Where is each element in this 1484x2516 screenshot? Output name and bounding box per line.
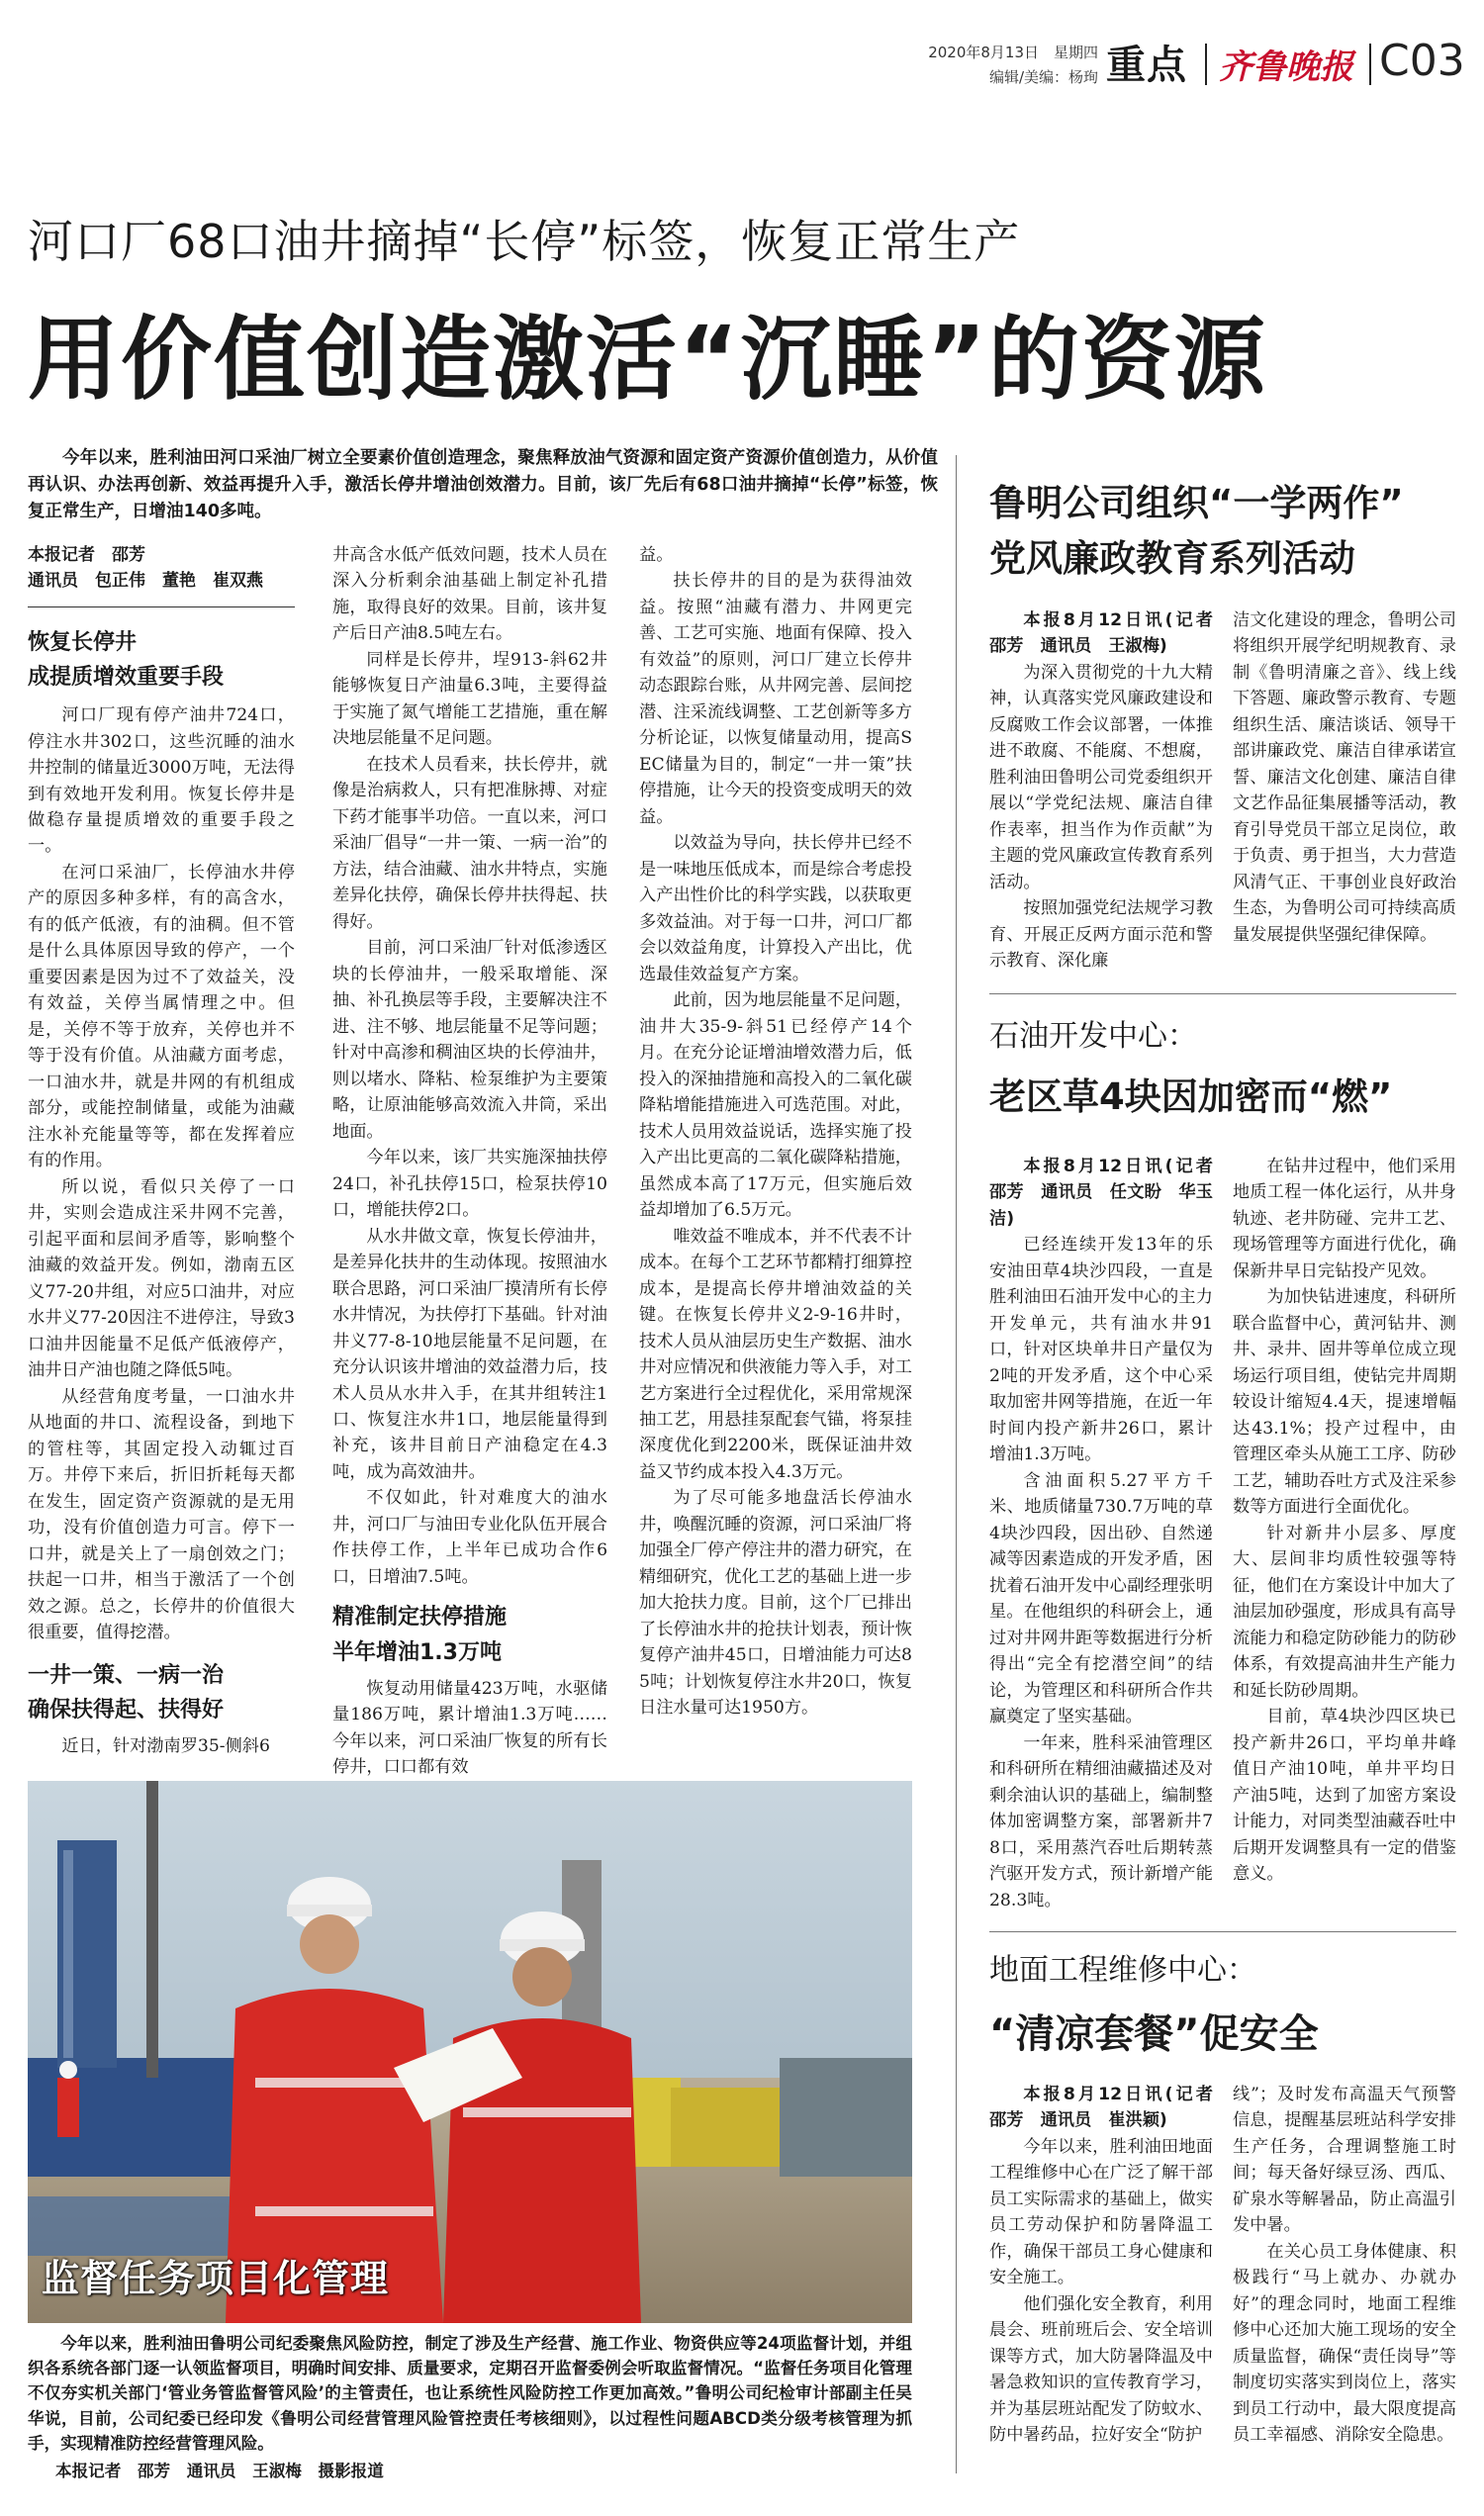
subhead-1b: 成提质增效重要手段 bbox=[28, 664, 225, 690]
subhead-3b: 半年增油1.3万吨 bbox=[332, 1639, 502, 1665]
photo-credit: 本报记者 邵芳 通讯员 王淑梅 摄影报道 bbox=[55, 2462, 384, 2480]
main-headline: 用价值创造激活“沉睡”的资源 bbox=[28, 307, 1267, 413]
paragraph: 为加快钻进速度，科研所联合监督中心，黄河钻井、测井、录井、固井等单位成立现场运行项目组，使钻完井周期较设计缩短4.4天，提速增幅达43.1%；投产过程中，由管理区牵头从施工工序、防砂工艺，辅助吞吐方式及注采参数等方面进行全面优化。 bbox=[1233, 1287, 1456, 1518]
main-column-1 bbox=[28, 542, 295, 1761]
paragraph: 在关心员工身体健康、积极践行“马上就办、办就办好”的理念同时，地面工程维修中心还加大施工现场的安全质量监督，确保“责任岗导”等制度切实落实到岗位上，落实到员工行动中，最大限度提高员工幸福感、消除安全隐患。 bbox=[1233, 2241, 1456, 2446]
news-photo bbox=[28, 1781, 912, 2323]
main-lead: 今年以来，胜利油田河口采油厂树立全要素价值创造理念，聚焦释放油气资源和固定资产资源价值创造力，从价值再认识、办法再创新、效益再提升入手，激活长停井增油创效潜力。目前，该厂先后有68口油井摘掉“长停”标签，恢复正常生产，日增油140多吨。 bbox=[28, 448, 938, 522]
paragraph: 目前，河口采油厂针对低渗透区块的长停油井，一般采取增能、深抽、补孔换层等手段，主要解决注不进、注不够、地层能量不足等问题；针对中高渗和稠油区块的长停油井，则以堵水、降粘、检泵维护为主要策略，让原油能够高效流入井筒，采出地面。 bbox=[332, 938, 607, 1142]
paragraph: 唯效益不唯成本，并不代表不计成本。在每个工艺环节都精打细算控成本，是提高长停井增油效益的关键。在恢复长停井义2-9-16井时，技术人员从油层历史生产数据、油水井对应情况和供液能力等入手，对工艺方案进行全过程优化，采用常规深抽工艺，用悬挂泵配套气锚，将泵挂深度优化到2200米，既保证油井效益又节约成本投入4.3万元。 bbox=[639, 1226, 912, 1482]
paragraph: 恢复动用储量423万吨，水驱储量186万吨，累计增油1.3万吨……今年以来，河口采油厂恢复的所有长停井，口口都有效 bbox=[332, 1678, 607, 1778]
main-column-2 bbox=[332, 542, 607, 1778]
header-divider bbox=[1369, 44, 1371, 85]
section-name: 重点 bbox=[1106, 43, 1187, 88]
paragraph: 他们强化安全教育，利用晨会、班前班后会、安全培训课等方式，加大防暑降温及中暑急救知识的宣传教育学习，并为基层班站配发了防蚊水、防中暑药品，拉好安全“防护 bbox=[989, 2293, 1213, 2446]
subhead-3a: 精准制定扶停措施 bbox=[332, 1605, 508, 1631]
side2-dateline: 本报8月12日讯(记者 邵芳 通讯员 任文盼 华玉洁) bbox=[989, 1157, 1231, 1229]
editor-credit: 编辑/美编：杨珣 bbox=[988, 68, 1098, 86]
main-column-3 bbox=[639, 542, 912, 1761]
subhead-1a: 恢复长停井 bbox=[28, 629, 138, 655]
header-date-block bbox=[900, 42, 1098, 87]
paragraph: 目前，草4块沙四区块已投产新井26口，平均单井峰值日产油10吨，单井平均日产油5吨，达到了加密方案设计能力，对同类型油藏吞吐中后期开发调整具有一定的借鉴意义。 bbox=[1233, 1707, 1456, 1885]
side1-column-right bbox=[1233, 607, 1456, 983]
paragraph: 按照加强党纪法规学习教育、开展正反两方面示范和警示教育、深化廉 bbox=[989, 898, 1213, 972]
side3-column-right bbox=[1233, 2082, 1456, 2483]
byline-correspondents: 通讯员 包正伟 董艳 崔双燕 bbox=[28, 571, 263, 592]
subhead-2a: 一井一策、一病一治 bbox=[28, 1662, 225, 1688]
paragraph: 在技术人员看来，扶长停井，就像是治病救人，只有把准脉搏、对症下药才能事半功倍。一直以来，河口采油厂倡导“一井一策、一病一治”的方法，结合油藏、油水井特点，实施差异化扶停，确保长停井扶得起、扶得好。 bbox=[332, 754, 607, 932]
byline-rule bbox=[28, 606, 295, 607]
paragraph: 针对新井小层多、厚度大、层间非均质性较强等特征，他们在方案设计中加大了油层加砂强度，形成具有高导流能力和稳定防砂能力的防砂体系，有效提高油井生产能力和延长防砂周期。 bbox=[1233, 1523, 1456, 1701]
photo-description: 今年以来，胜利油田鲁明公司纪委聚焦风险防控，制定了涉及生产经营、施工作业、物资供应等24项监督计划，并组织各系统各部门逐一认领监督项目，明确时间安排、质量要求，定期召开监督委例会听取监督情况。“监督任务项目化管理不仅夯实机关部门‘管业务管监督管风险’的主管责任，也让系统性风险防控工作更加高效。”鲁明公司纪检审计部副主任吴华说，目前，公司纪委已经印发《鲁明公司经营管理风险管控责任考核细则》，以过程性问题ABCD类分级考核管理为抓手，实现精准防控经营管理风险。 bbox=[28, 2334, 912, 2453]
side1-title-line1: 鲁明公司组织“一学两作” bbox=[989, 482, 1404, 524]
paragraph: 益。 bbox=[639, 545, 674, 565]
side1-column-left bbox=[989, 607, 1231, 983]
paragraph: 同样是长停井，埕913-斜62井能够恢复日产油量6.3吨，主要得益于实施了氮气增能工艺措施，重在解决地层能量不足问题。 bbox=[332, 649, 607, 749]
story-divider bbox=[989, 1931, 1456, 1932]
side3-column-left bbox=[989, 2082, 1231, 2483]
header-divider bbox=[1205, 44, 1207, 85]
side1-dateline: 本报8月12日讯(记者 邵芳 通讯员 王淑梅) bbox=[989, 610, 1231, 657]
paragraph: 为了尽可能多地盘活长停油水井，唤醒沉睡的资源，河口采油厂将加强全厂停产停注井的潜力研究，在精细研究，优化工艺的基础上进一步加大抢扶力度。目前，这个厂已排出了长停油水井的抢扶计划表，预计恢复停产油井45口，日增油能力可达85吨；计划恢复停注水井20口，恢复日注水量可达1950方。 bbox=[639, 1488, 912, 1719]
oil-field-workers-illustration bbox=[28, 1781, 912, 2323]
paragraph: 今年以来，胜利油田地面工程维修中心在广泛了解干部员工实际需求的基础上，做实员工劳动保护和防暑降温工作，确保干部员工身心健康和安全施工。 bbox=[989, 2136, 1213, 2288]
paragraph: 今年以来，该厂共实施深抽扶停24口，补孔扶停15口，检泵扶停10口，增能扶停2口。 bbox=[332, 1148, 607, 1221]
paragraph: 从经营角度考量，一口油水井从地面的井口、流程设备，到地下的管柱等，其固定投入动辄过百万。井停下来后，折旧折耗每天都在发生，固定资产资源就的是无用功，没有价值创造力可言。停下一口井，就是关上了一扇创效之门；扶起一口井，相当于激活了一个创效之源。总之，长停井的价值很大很重要，值得挖潜。 bbox=[28, 1386, 295, 1643]
paragraph: 洁文化建设的理念，鲁明公司将组织开展学纪明规教育、录制《鲁明清廉之音》、线上线下答题、廉政警示教育、专题组织生活、廉洁谈话、领导干部讲廉政党、廉洁自律承诺宣誓、廉洁文化创建、廉洁自律文艺作品征集展播等活动，教育引导党员干部立足岗位，敢于负责、勇于担当，大力营造风清气正、干事创业良好政治生态，为鲁明公司可持续高质量发展提供坚强纪律保障。 bbox=[1233, 610, 1456, 945]
masthead-logo: 齐鲁晚报 bbox=[1219, 47, 1353, 87]
column-divider bbox=[956, 455, 957, 2473]
side3-title: “清凉套餐”促安全 bbox=[989, 2011, 1319, 2057]
paragraph: 已经连续开发13年的乐安油田草4块沙四段，一直是胜利油田石油开发中心的主力开发单元，共有油水井91口，针对区块单井日产量仅为2吨的开发矛盾，这个中心采取加密井网等措施，在近一年时间内投产新井26口，累计增油1.3万吨。 bbox=[989, 1235, 1213, 1465]
byline-reporter: 本报记者 邵芳 bbox=[28, 545, 145, 565]
paragraph: 不仅如此，针对难度大的油水井，河口厂与油田专业化队伍开展合作扶停工作，上半年已成功合作6口，日增油7.5吨。 bbox=[332, 1488, 607, 1587]
paragraph: 在钻井过程中，他们采用地质工程一体化运行，从井身轨迹、老井防碰、完井工艺、现场管理等方面进行优化，确保新井早日完钻投产见效。 bbox=[1233, 1157, 1456, 1281]
paragraph: 扶长停井的目的是为获得油效益。按照“油藏有潜力、井网更完善、工艺可实施、地面有保障、投入有效益”的原则，河口厂建立长停井动态跟踪台账，从井网完善、层间挖潜、注采流线调整、工艺创新等多方分析论证，以恢复储量动用，提高SEC储量为目的，制定“一井一策”扶停措施，让今天的投资变成明天的效益。 bbox=[639, 571, 912, 827]
paragraph: 井高含水低产低效问题，技术人员在深入分析剩余油基础上制定补孔措施，取得良好的效果。目前，该井复产后日产油8.5吨左右。 bbox=[332, 545, 607, 644]
paragraph: 含油面积5.27平方千米、地质储量730.7万吨的草4块沙四段，因出砂、自然递减等因素造成的开发矛盾，困扰着石油开发中心副经理张明星。在他组织的科研会上，通过对井网井距等数据进行分析得出“完全有挖潜空间”的结论，为管理区和科研所合作共赢奠定了坚实基础。 bbox=[989, 1470, 1213, 1727]
page-number: C03 bbox=[1379, 36, 1465, 86]
paragraph: 所以说，看似只关停了一口井，实则会造成注采井网不完善，引起平面和层间矛盾等，影响整个油藏的效益开发。例如，渤南五区义77-20井组，对应5口油井，对应水井义77-20因注不进停注，导致3口油井因能量不足低产低液停产，油井日产油也随之降低5吨。 bbox=[28, 1176, 295, 1381]
side3-dateline: 本报8月12日讯(记者 邵芳 通讯员 崔洪颖) bbox=[989, 2085, 1231, 2131]
side2-column-left bbox=[989, 1154, 1231, 1910]
main-kicker: 河口厂68口油井摘掉“长停”标签，恢复正常生产 bbox=[28, 215, 1021, 268]
paragraph: 一年来，胜科采油管理区和科研所在精细油藏描述及对剩余油认识的基础上，编制整体加密调整方案，部署新井78口，采用蒸汽吞吐后期转蒸汽驱开发方式，预计新增产能28.3吨。 bbox=[989, 1732, 1213, 1910]
side2-title: 老区草4块因加密而“燃” bbox=[989, 1075, 1393, 1118]
side2-column-right bbox=[1233, 1154, 1456, 1885]
paragraph: 从水井做文章，恢复长停油井，是差异化扶井的生动体现。按照油水联合思路，河口采油厂摸清所有长停水井情况，为扶停打下基础。针对油井义77-8-10地层能量不足问题，在充分认识该井增油的效益潜力后，技术人员从水井入手，在其井组转注1口、恢复注水井1口，地层能量得到补充，该井目前日产油稳定在4.3吨，成为高效油井。 bbox=[332, 1226, 607, 1482]
side2-kicker: 石油开发中心： bbox=[989, 1019, 1197, 1054]
side3-kicker: 地面工程维修中心： bbox=[989, 1953, 1256, 1988]
paragraph: 河口厂现有停产油井724口，停注水井302口，这些沉睡的油水井控制的储量近3000万吨，无法得到有效地开发利用。恢复长停井是做稳存量提质增效的重要手段之一。 bbox=[28, 705, 295, 857]
issue-date: 2020年8月13日 星期四 bbox=[928, 44, 1098, 61]
photo-caption-title: 监督任务项目化管理 bbox=[42, 2257, 390, 2300]
paragraph: 此前，因为地层能量不足问题，油井大35-9-斜51已经停产14个月。在充分论证增油增效潜力后，低投入的深抽措施和高投入的二氧化碳降粘增能措施进入可选范围。对此，技术人员用效益说话，选择实施了投入产出比更高的二氧化碳降粘措施，虽然成本高了17万元，但实施后效益却增加了6.5万元。 bbox=[639, 990, 912, 1221]
story-divider bbox=[989, 993, 1456, 994]
paragraph: 以效益为导向，扶长停井已经不是一味地压低成本，而是综合考虑投入产出性价比的科学实践，以获取更多效益油。对于每一口井，河口厂都会以效益角度，计算投入产出比，优选最佳效益复产方案。 bbox=[639, 833, 912, 984]
subhead-2b: 确保扶得起、扶得好 bbox=[28, 1697, 225, 1723]
side1-title-line2: 党风廉政教育系列活动 bbox=[989, 537, 1355, 580]
paragraph: 近日，针对渤南罗35-侧斜6 bbox=[61, 1735, 270, 1756]
paragraph: 线”；及时发布高温天气预警信息，提醒基层班站科学安排生产任务，合理调整施工时间；每天备好绿豆汤、西瓜、矿泉水等解暑品，防止高温引发中暑。 bbox=[1233, 2085, 1456, 2236]
paragraph: 在河口采油厂，长停油水井停产的原因多种多样，有的高含水，有的低产低液，有的油稠。但不管是什么具体原因导致的停产，一个重要因素是因为过不了效益关，没有效益，关停当属情理之中。但是，关停不等于放弃，关停也并不等于没有价值。从油藏方面考虑，一口油水井，就是井网的有机组成部分，或能控制储量，或能为油藏注水补充能量等等，都在发挥着应有的作用。 bbox=[28, 862, 295, 1171]
paragraph: 为深入贯彻党的十九大精神，认真落实党风廉政建设和反腐败工作会议部署，一体推进不敢腐、不能腐、不想腐，胜利油田鲁明公司党委组织开展以“学党纪法规、廉洁自律作表率，担当作为作贡献”为主题的党风廉政宣传教育系列活动。 bbox=[989, 662, 1213, 892]
